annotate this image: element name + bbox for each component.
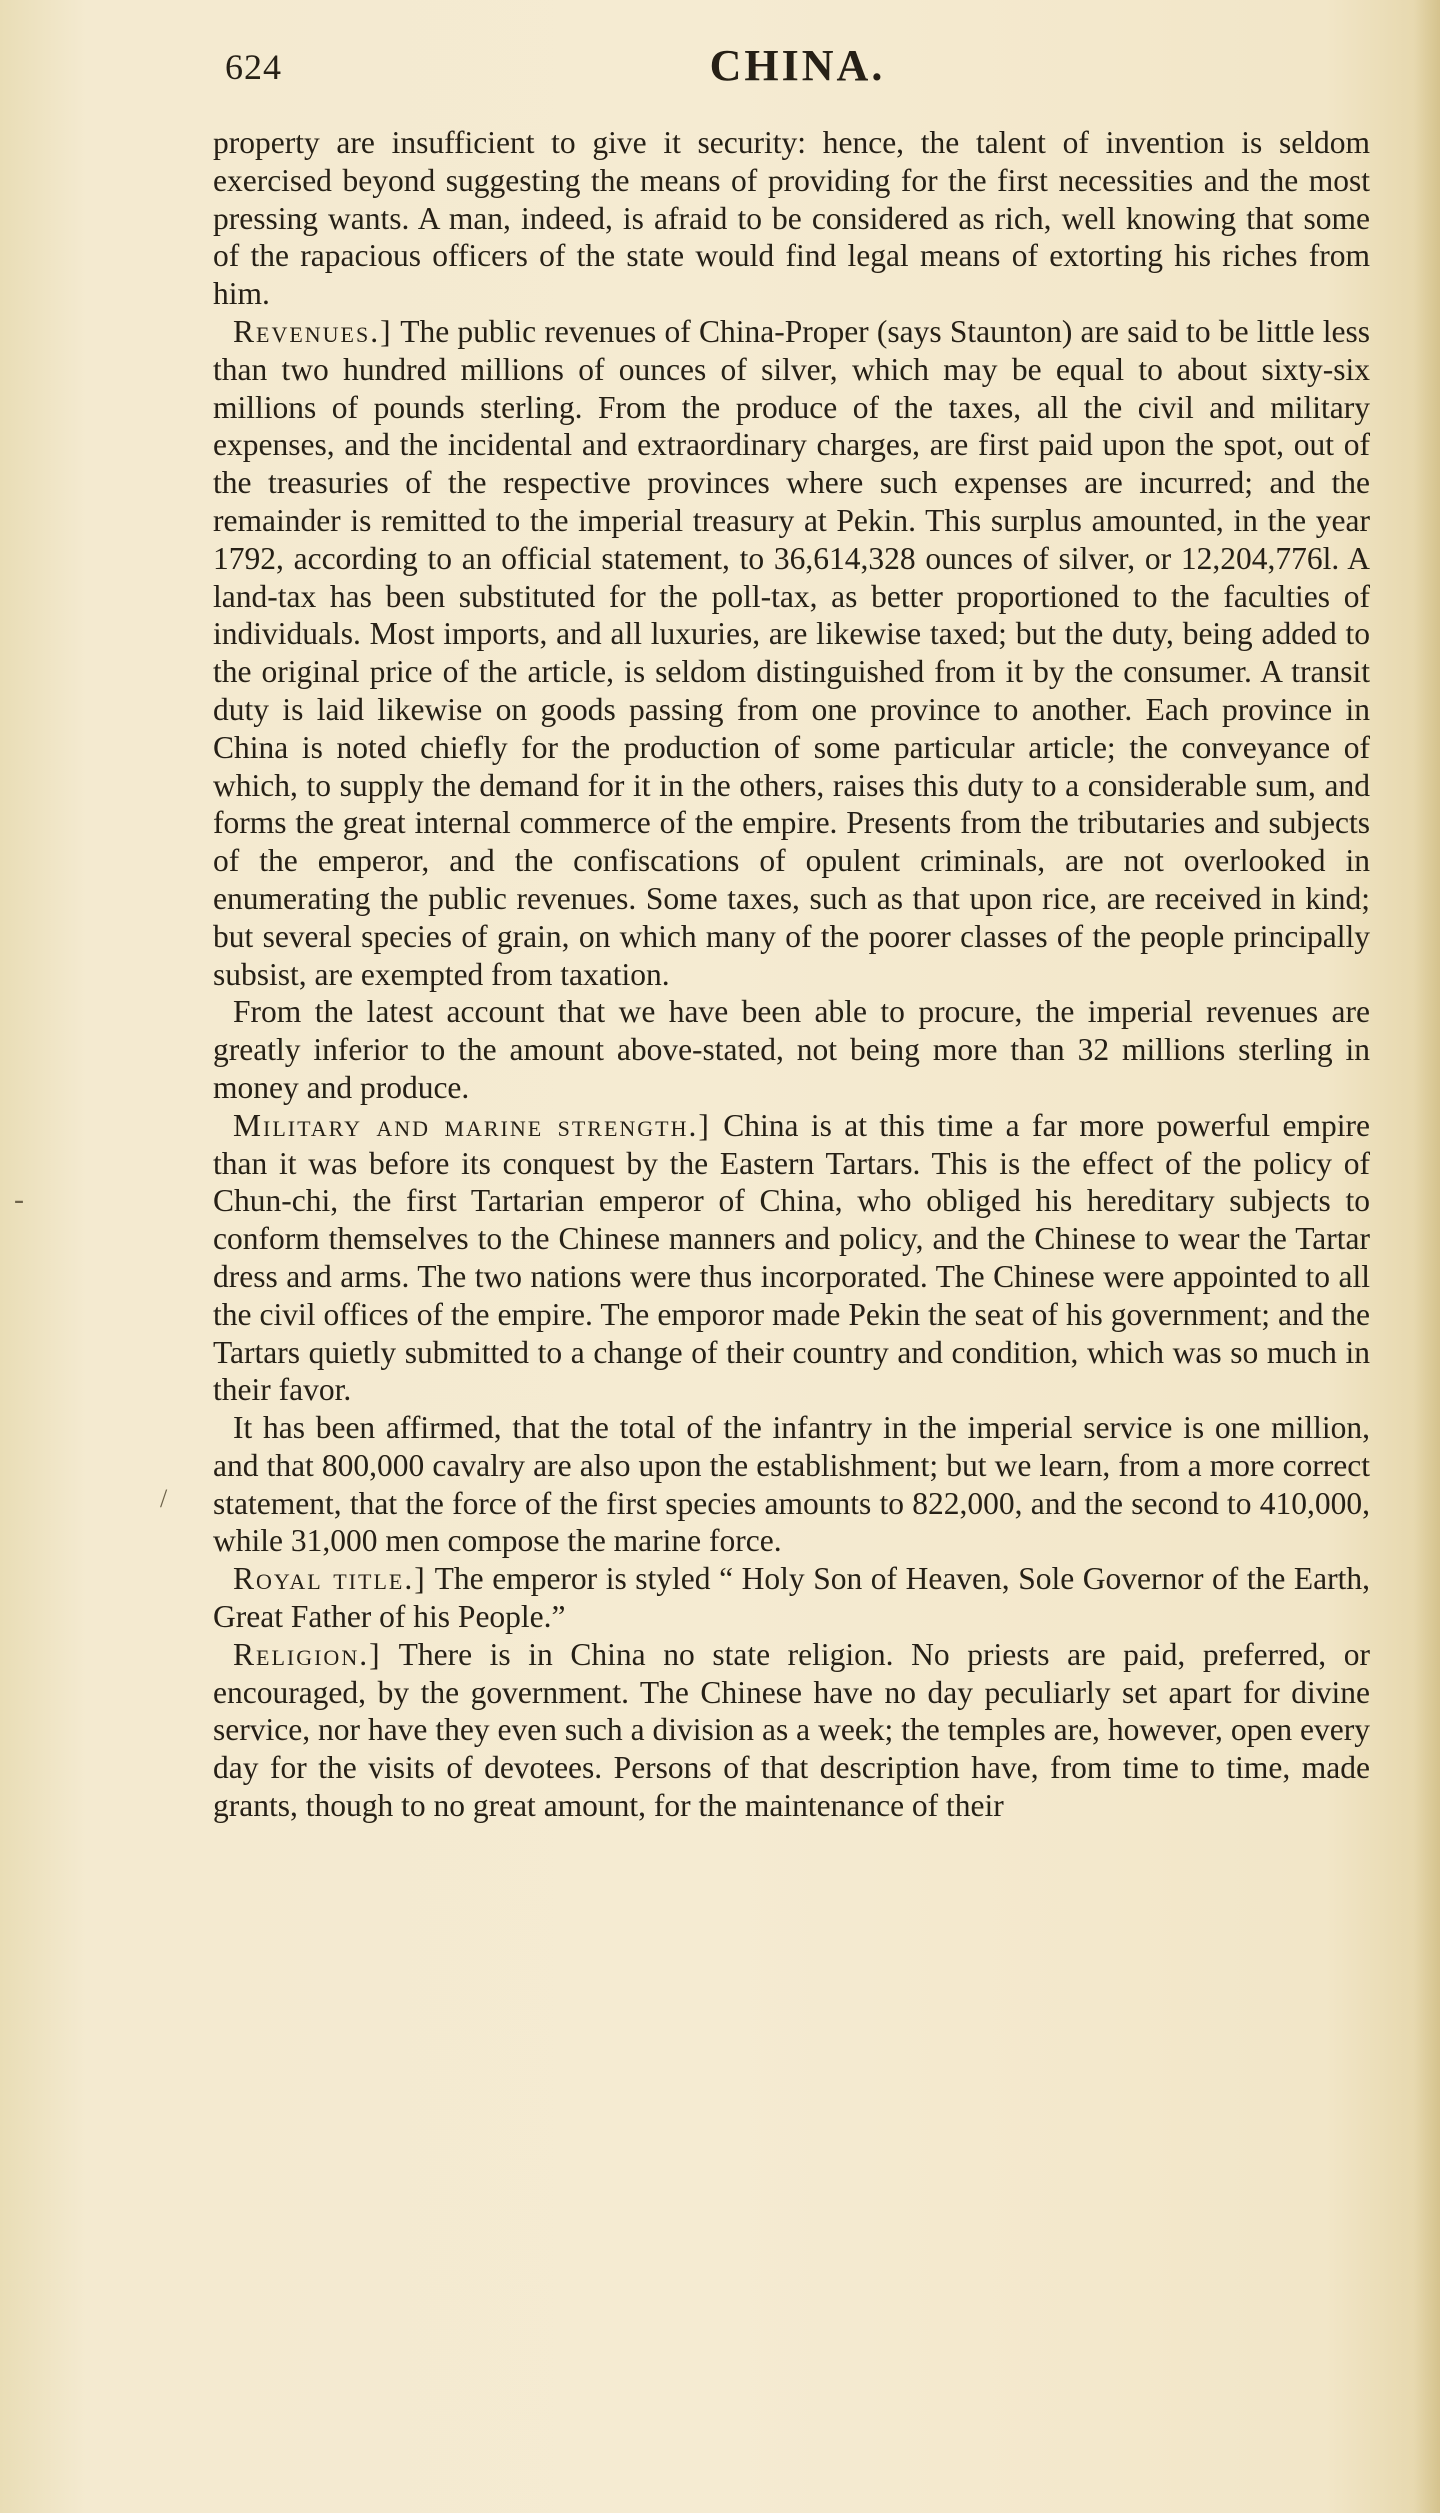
section-heading: Royal title.]: [233, 1561, 427, 1597]
paragraph-text: China is at this time a far more powerful empire than it was before its conquest by the Eastern Tartars. This is the effect of the policy of Chun-chi, the first Tartarian emperor of China, who obliged his hereditary subjects to conform themselves to the Chinese manners and policy, and the Chinese to wear the Tartar dress and arms. The two nations were thus incorporated. The Chinese were appointed to all the civil offices of the empire. The emporor made Pekin the seat of his government; and the Tartars quietly submitted to a change of their country and condition, which was so much in their favor.: [213, 1107, 1370, 1408]
paragraph-text: property are insufficient to give it security: hence, the talent of invention is seldom exercised beyond suggesting the means of providing for the first necessities and the most pressing wants. A man, indeed, is afraid to be considered as rich, well knowing that some of the rapacious officers of the state would find legal means of extorting his riches from him.: [213, 125, 1370, 312]
paragraph-text: The public revenues of China-Proper (says Staunton) are said to be little less than two hundred millions of ounces of silver, which may be equal to about sixty-six millions of pounds sterling. From the produce of the taxes, all the civil and military expenses, and the incidental and extraordinary charges, are first paid upon the spot, out of the treasuries of the respective provinces where such expenses are incurred; and the remainder is remitted to the imperial treasury at Pekin. This surplus amounted, in the year 1792, according to an official statement, to 36,614,328 ounces of silver, or 12,204,776l. A land-tax has been substituted for the poll-tax, as better proportioned to the faculties of individuals. Most imports, and all luxuries, are likewise taxed; but the duty, being added to the original price of the article, is seldom distinguished from it by the consumer. A transit duty is laid likewise on goods passing from one province to another. Each province in China is noted chiefly for the production of some particular article; the conveyance of which, to supply the demand for it in the others, raises this duty to a considerable sum, and forms the great internal commerce of the empire. Presents from the tributaries and subjects of the emperor, and the confiscations of opulent criminals, are not overlooked in enumerating the public revenues. Some taxes, such as that upon rice, are received in kind; but several species of grain, on which many of the poorer classes of the people principally subsist, are exempted from taxation.: [213, 313, 1370, 992]
paragraph: [213, 1107, 1370, 1409]
section-heading: Religion.]: [233, 1636, 382, 1672]
paragraph-text: The emperor is styled “ Holy Son of Heaven, Sole Governor of the Earth, Great Father of his People.”: [213, 1561, 1370, 1635]
page-edge-shadow: [1414, 0, 1440, 2513]
paragraph-text: There is in China no state religion. No priests are paid, preferred, or encouraged, by the government. The Chinese have no day peculiarly set apart for divine service, nor have they even such a division as a week; the temples are, however, open every day for the visits of devotees. Persons of that description have, from time to time, made grants, though to no great amount, for the maintenance of their: [213, 1636, 1370, 1824]
page-number: 624: [225, 47, 282, 87]
margin-mark: /: [160, 1484, 168, 1513]
section-heading: Military and marine strength.]: [233, 1107, 711, 1143]
body-text: [213, 124, 1370, 1825]
paragraph: [213, 993, 1370, 1106]
section-heading: Revenues.]: [233, 313, 393, 349]
margin-mark: -: [14, 1183, 24, 1216]
paragraph: [213, 1560, 1370, 1636]
paragraph: [213, 1409, 1370, 1560]
running-title: CHINA.: [709, 41, 886, 90]
paragraph-text: From the latest account that we have been able to procure, the imperial revenues are greatly inferior to the amount above-stated, not being more than 32 millions sterling in money and produce.: [213, 994, 1370, 1105]
paragraph: [213, 313, 1370, 993]
paragraph: [213, 1636, 1370, 1825]
paragraph-text: It has been affirmed, that the total of the infantry in the imperial service is one million, and that 800,000 cavalry are also upon the establishment; but we learn, from a more correct statement, that the force of the first species amounts to 822,000, and the second to 410,000, while 31,000 men compose the marine force.: [213, 1410, 1370, 1559]
page-header: [225, 40, 1370, 100]
paragraph: [213, 124, 1370, 313]
